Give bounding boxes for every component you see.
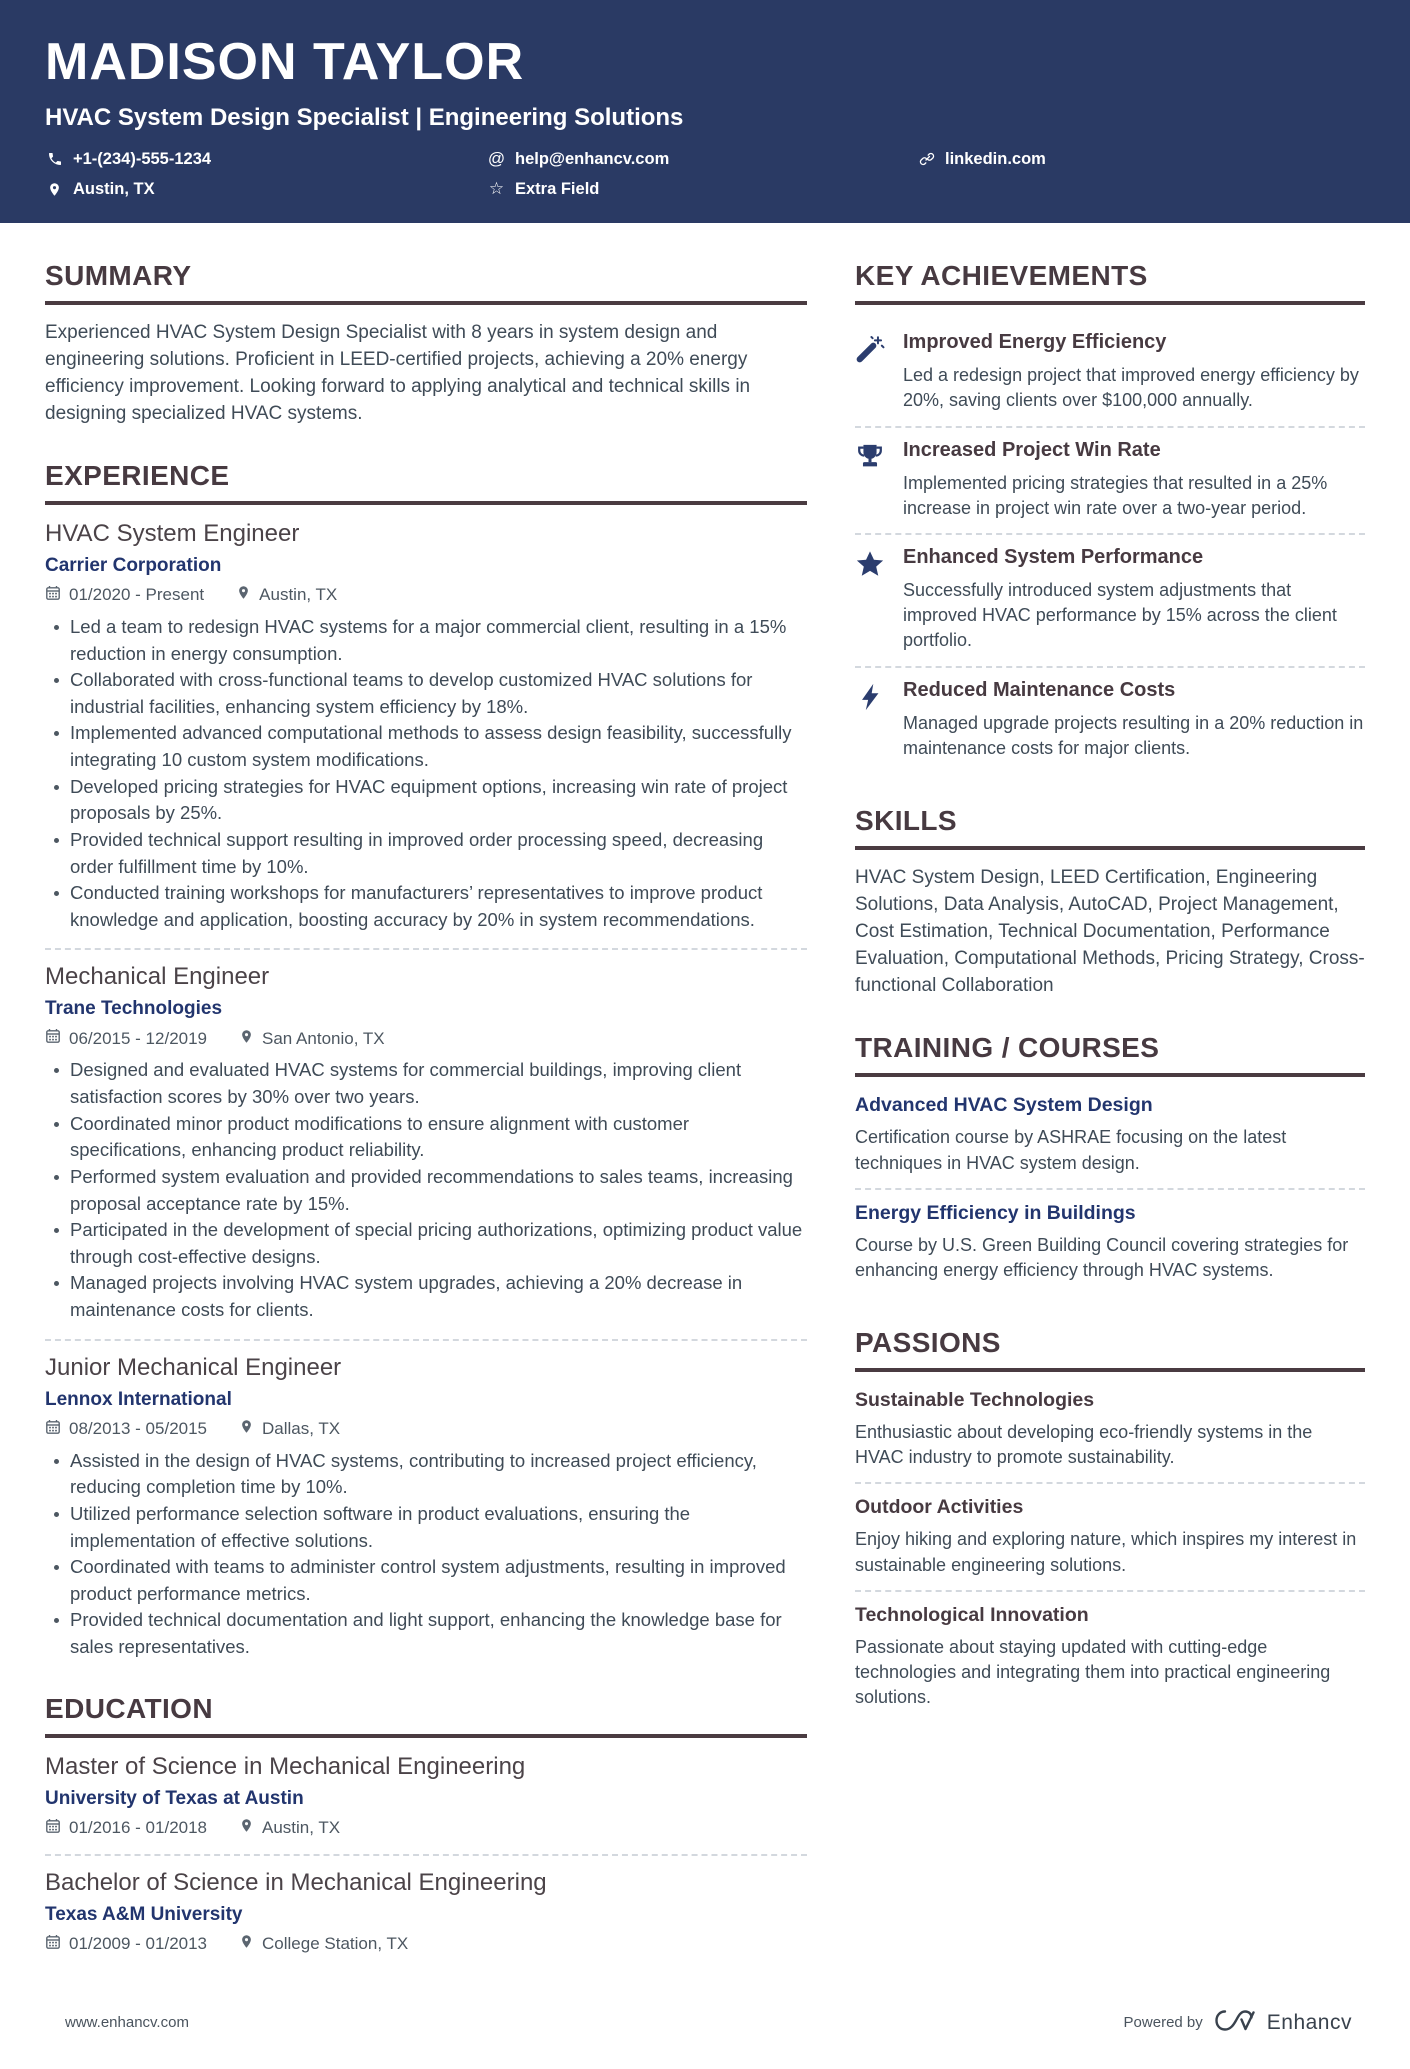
passion-title: Sustainable Technologies (855, 1389, 1095, 1412)
bullet-item: Conducted training workshops for manufacturers’ representatives to improve product knowledge and application, boosting accuracy by 20% in system recommendations. (45, 880, 807, 933)
at-icon: @ (487, 149, 506, 169)
section-key-achievements (855, 260, 1365, 773)
achievement-text: Successfully introduced system adjustments that improved HVAC performance by 15% across the client portfolio. (903, 580, 1337, 650)
footer-website-link[interactable]: www.enhancv.com (65, 2014, 189, 2032)
calendar-icon (45, 1419, 61, 1440)
link-icon (917, 151, 936, 167)
job-location (236, 585, 337, 605)
achievement-text: Managed upgrade projects resulting in a 20% reduction in maintenance costs for major clients. (903, 712, 1364, 758)
achievement-text: Led a redesign project that improved energy efficiency by 20%, saving clients over $100,000 annually. (903, 365, 1359, 410)
course-title: Energy Efficiency in Buildings (855, 1201, 1136, 1224)
bullet-item: Designed and evaluated HVAC systems for commercial buildings, improving client satisfaction scores by 30% over two years. (45, 1057, 807, 1110)
course-entry (855, 1092, 1365, 1187)
pin-icon (239, 1818, 254, 1838)
education-dates (45, 1934, 207, 1955)
skills-heading: SKILLS (855, 805, 1365, 850)
company-name: Carrier Corporation (45, 554, 222, 576)
summary-text: Experienced HVAC System Design Specialist with 8 years in system design and engineering solutions. Proficient in LEED-certified projects, achieving a 20% energy efficiency improvement. Looking forward to applying analytical and technical skills in designing specialized HVAC systems. (45, 322, 751, 424)
passion-text: Enthusiastic about developing eco-friendly systems in the HVAC industry to promote sustainability. (855, 1422, 1313, 1468)
job-title: HVAC System Engineer (45, 519, 300, 547)
footer (0, 1987, 1410, 2069)
bolt-icon (855, 679, 903, 761)
company-name: Lennox International (45, 1388, 232, 1410)
bullet-item: Participated in the development of special pricing authorizations, optimizing product value through cost-effective designs. (45, 1217, 807, 1270)
header (0, 0, 1410, 223)
education-meta (45, 1818, 807, 1839)
education-dates-text: 01/2016 - 01/2018 (69, 1818, 208, 1838)
powered-by-label: Powered by (1123, 2014, 1203, 2032)
job-location-text: Austin, TX (259, 585, 338, 605)
education-location (239, 1934, 408, 1954)
experience-entry (45, 1354, 807, 1661)
calendar-icon (45, 1934, 61, 1955)
job-location (239, 1029, 385, 1049)
bullet-item: Performed system evaluation and provided recommendations to sales teams, increasing proposal acceptance rate by 15%. (45, 1164, 807, 1217)
calendar-icon (45, 585, 61, 606)
calendar-icon (45, 1818, 61, 1839)
experience-heading: EXPERIENCE (45, 460, 807, 505)
job-location-text: San Antonio, TX (262, 1028, 385, 1048)
phone-icon (45, 151, 64, 167)
achievement-body (903, 679, 1365, 761)
dotted-divider (45, 1339, 807, 1341)
achievement-title: Increased Project Win Rate (903, 438, 1161, 461)
passions-heading: PASSIONS (855, 1327, 1365, 1372)
bullet-item: Implemented advanced computational methods to assess design feasibility, successfully integrating 10 custom system modifications. (45, 720, 807, 773)
job-title: Junior Mechanical Engineer (45, 1353, 342, 1381)
location-icon (45, 182, 64, 197)
achievements-heading: KEY ACHIEVEMENTS (855, 260, 1365, 305)
course-title: Advanced HVAC System Design (855, 1094, 1153, 1117)
wand-icon (855, 331, 903, 413)
job-dates (45, 1028, 207, 1049)
job-location (239, 1419, 340, 1439)
training-heading: TRAINING / COURSES (855, 1032, 1365, 1077)
education-dates (45, 1818, 207, 1839)
degree-title: Bachelor of Science in Mechanical Engineering (45, 1868, 547, 1896)
experience-entry (45, 520, 807, 934)
person-name: MADISON TAYLOR (45, 33, 525, 91)
job-meta (45, 1028, 807, 1049)
content (0, 223, 1410, 1987)
job-meta (45, 585, 807, 606)
left-column (45, 260, 807, 1987)
job-title: Mechanical Engineer (45, 963, 270, 991)
company-name: Trane Technologies (45, 998, 223, 1020)
contact-linkedin[interactable] (917, 149, 1365, 169)
course-entry (855, 1190, 1365, 1295)
job-dates-text: 08/2013 - 05/2015 (69, 1419, 208, 1439)
job-location-text: Dallas, TX (262, 1419, 341, 1439)
calendar-icon (45, 1028, 61, 1049)
section-training (855, 1032, 1365, 1295)
education-entry (45, 1753, 807, 1839)
star-outline-icon: ☆ (488, 179, 505, 199)
contact-extra-field (487, 179, 917, 199)
job-meta (45, 1419, 807, 1440)
passion-entry (855, 1592, 1365, 1723)
job-dates (45, 1419, 207, 1440)
job-bullets (45, 614, 807, 934)
education-location-text: Austin, TX (262, 1818, 341, 1838)
bullet-item: Provided technical documentation and light support, enhancing the knowledge base for sales representatives. (45, 1607, 807, 1660)
right-column (855, 260, 1365, 1754)
star-icon (855, 546, 903, 652)
bullet-item: Coordinated minor product modifications to ensure alignment with customer specifications, enhancing product reliability. (45, 1111, 807, 1164)
contact-location-text: Austin, TX (73, 179, 155, 198)
passion-text: Enjoy hiking and exploring nature, which inspires my interest in sustainable engineering solutions. (855, 1529, 1357, 1575)
bullet-item: Managed projects involving HVAC system upgrades, achieving a 20% decrease in maintenance costs for clients. (45, 1270, 807, 1323)
bullet-item: Coordinated with teams to administer control system adjustments, resulting in improved product performance metrics. (45, 1554, 807, 1607)
achievement-item (855, 428, 1365, 534)
education-location (239, 1818, 340, 1838)
skills-list: HVAC System Design, LEED Certification, Engineering Solutions, Data Analysis, AutoCAD, Project Management, Cost Estimation, Technical Documentation, Performance Evaluation, Computational Methods, Pricing Strategy, Cross-functional Collaboration (855, 867, 1365, 997)
job-dates (45, 585, 204, 606)
experience-entry (45, 963, 807, 1323)
dotted-divider (45, 1854, 807, 1856)
degree-title: Master of Science in Mechanical Engineering (45, 1752, 526, 1780)
section-skills (855, 805, 1365, 1000)
achievement-title: Reduced Maintenance Costs (903, 678, 1176, 701)
job-bullets (45, 1057, 807, 1323)
achievement-title: Improved Energy Efficiency (903, 331, 1167, 354)
bullet-item: Collaborated with cross-functional teams to develop customized HVAC solutions for industrial facilities, enhancing system efficiency by 18%. (45, 667, 807, 720)
trophy-icon (855, 439, 903, 521)
section-passions (855, 1327, 1365, 1722)
person-headline: HVAC System Design Specialist | Engineering Solutions (45, 104, 684, 132)
passion-text: Passionate about staying updated with cutting-edge technologies and integrating them into practical engineering solutions. (855, 1636, 1331, 1708)
achievement-body (903, 546, 1365, 652)
passion-title: Outdoor Activities (855, 1496, 1024, 1519)
brand-wordmark: Enhancv (1266, 2010, 1352, 2034)
section-summary (45, 260, 807, 428)
course-text: Course by U.S. Green Building Council covering strategies for enhancing energy efficiency through HVAC systems. (855, 1234, 1349, 1280)
contact-phone[interactable] (45, 149, 487, 169)
contact-extra-field-text: Extra Field (515, 179, 600, 198)
pin-icon (239, 1934, 254, 1954)
section-education (45, 1693, 807, 1955)
achievement-title: Enhanced System Performance (903, 546, 1204, 569)
summary-heading: SUMMARY (45, 260, 807, 305)
achievement-text: Implemented pricing strategies that resulted in a 25% increase in project win rate over a two-year period. (903, 472, 1328, 518)
bullet-item: Provided technical support resulting in improved order processing speed, decreasing order fulfillment time by 10%. (45, 827, 807, 880)
school-name: Texas A&M University (45, 1903, 243, 1925)
passion-entry (855, 1387, 1365, 1482)
job-dates-text: 06/2015 - 12/2019 (69, 1028, 208, 1048)
section-experience (45, 460, 807, 1661)
achievement-body (903, 331, 1365, 413)
pin-icon (239, 1419, 254, 1439)
contact-email[interactable] (487, 149, 917, 169)
passion-title: Technological Innovation (855, 1603, 1089, 1626)
pin-icon (239, 1029, 254, 1049)
education-meta (45, 1934, 807, 1955)
contact-location (45, 179, 487, 199)
contact-list (45, 149, 1365, 199)
school-name: University of Texas at Austin (45, 1787, 304, 1809)
contact-linkedin-text: linkedin.com (945, 149, 1046, 168)
education-dates-text: 01/2009 - 01/2013 (69, 1934, 208, 1954)
powered-by[interactable] (1124, 2007, 1352, 2039)
enhancv-logo-icon (1214, 2007, 1256, 2039)
contact-phone-text: +1-(234)-555-1234 (73, 149, 212, 168)
pin-icon (236, 585, 251, 605)
achievement-item (855, 320, 1365, 426)
achievement-item (855, 535, 1365, 665)
job-bullets (45, 1448, 807, 1661)
bullet-item: Assisted in the design of HVAC systems, contributing to increased project efficiency, reducing completion time by 10%. (45, 1448, 807, 1501)
bullet-item: Led a team to redesign HVAC systems for a major commercial client, resulting in a 15% reduction in energy consumption. (45, 614, 807, 667)
dotted-divider (45, 948, 807, 950)
job-dates-text: 01/2020 - Present (69, 585, 205, 605)
passion-entry (855, 1484, 1365, 1589)
contact-email-text: help@enhancv.com (515, 149, 670, 168)
course-text: Certification course by ASHRAE focusing on the latest techniques in HVAC system design. (855, 1127, 1287, 1173)
education-location-text: College Station, TX (262, 1934, 409, 1954)
education-heading: EDUCATION (45, 1693, 807, 1738)
bullet-item: Utilized performance selection software in product evaluations, ensuring the implementation of effective solutions. (45, 1501, 807, 1554)
bullet-item: Developed pricing strategies for HVAC equipment options, increasing win rate of project proposals by 25%. (45, 774, 807, 827)
achievement-item (855, 668, 1365, 774)
achievement-body (903, 439, 1365, 521)
education-entry (45, 1869, 807, 1955)
